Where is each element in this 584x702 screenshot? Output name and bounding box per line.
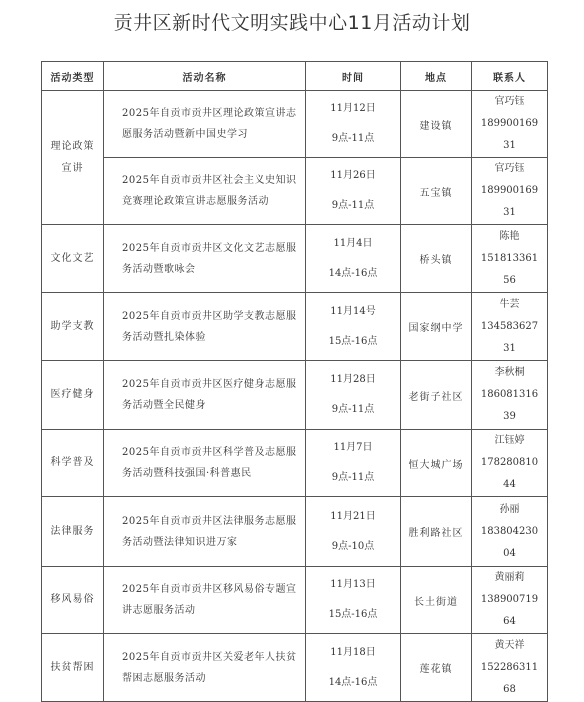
contact-phone: 31	[503, 140, 516, 151]
activity-name: 2025年自贡市贡井区社会主义史知识竞赛理论政策宣讲志愿服务活动	[104, 158, 306, 225]
table-row	[42, 225, 548, 293]
activity-name: 2025年自贡市贡井区法律服务志愿服务活动暨法律知识进万家	[104, 497, 306, 567]
header-contact: 联系人	[472, 62, 548, 91]
activity-type: 理论政策	[50, 140, 95, 152]
activity-hours: 14点-16点	[328, 676, 378, 688]
activity-hours: 9点-11点	[331, 133, 375, 144]
table-row	[42, 91, 548, 158]
activity-date: 11月28日	[330, 374, 376, 385]
table-row	[42, 634, 548, 702]
activity-hours: 15点-16点	[328, 609, 378, 620]
contact-phone: 189900169	[480, 185, 539, 196]
activity-date: 11月7日	[333, 442, 373, 453]
header-time: 时间	[306, 62, 401, 91]
header-name: 活动名称	[104, 62, 306, 91]
contact-name: 李秋桐	[494, 367, 525, 378]
activity-place: 老街子社区	[401, 361, 472, 430]
activity-name: 2025年自贡市贡井区移风易俗专题宣讲志愿服务活动	[104, 567, 306, 634]
contact-name: 黄丽莉	[494, 572, 525, 583]
activity-time	[306, 497, 401, 567]
table-row	[42, 361, 548, 430]
activity-name: 2025年自贡市贡井区助学支教志愿服务活动暨扎染体验	[104, 293, 306, 361]
activity-contact	[472, 225, 548, 293]
contact-name: 孙丽	[499, 503, 520, 515]
activity-hours: 9点-11点	[331, 200, 375, 211]
contact-name: 黄天祥	[494, 639, 525, 651]
contact-phone: 152286311	[480, 661, 539, 673]
header-type: 活动类型	[42, 62, 104, 91]
activity-contact	[472, 158, 548, 225]
header-place: 地点	[401, 62, 472, 91]
activity-type: 法律服务	[42, 497, 104, 567]
activity-name: 2025年自贡市贡井区理论政策宣讲志愿服务活动暨新中国史学习	[104, 91, 306, 158]
contact-phone: 189900169	[480, 118, 539, 129]
activity-type: 移风易俗	[42, 567, 104, 634]
activity-type: 扶贫帮困	[42, 634, 104, 702]
contact-phone: 39	[503, 411, 516, 422]
activity-type: 医疗健身	[42, 361, 104, 430]
activity-name: 2025年自贡市贡井区科学普及志愿服务活动暨科技强国·科普惠民	[104, 430, 306, 497]
activity-contact	[472, 361, 548, 430]
table-row	[42, 567, 548, 634]
contact-phone: 31	[503, 207, 516, 218]
activity-type-cell	[42, 91, 104, 225]
activity-place: 恒大城广场	[401, 430, 472, 497]
activity-date: 11月13日	[330, 579, 376, 590]
activity-date: 11月12日	[330, 103, 376, 114]
contact-phone: 186081316	[480, 389, 539, 400]
activity-place: 五宝镇	[401, 158, 472, 225]
activity-time	[306, 293, 401, 361]
activity-name: 2025年自贡市贡井区关爱老年人扶贫帮困志愿服务活动	[104, 634, 306, 702]
activity-date: 11月21日	[330, 510, 376, 522]
activity-contact	[472, 567, 548, 634]
activity-time	[306, 567, 401, 634]
activity-place: 莲花镇	[401, 634, 472, 702]
activity-date: 11月14号	[330, 305, 376, 317]
contact-phone: 183804230	[480, 525, 539, 537]
activity-contact	[472, 91, 548, 158]
activity-hours: 9点-11点	[331, 404, 375, 415]
activity-type: 文化文艺	[42, 225, 104, 293]
contact-name: 江钰婷	[494, 435, 525, 446]
contact-phone: 44	[503, 479, 516, 490]
activity-name: 2025年自贡市贡井区医疗健身志愿服务活动暨全民健身	[104, 361, 306, 430]
activity-date: 11月26日	[330, 170, 376, 181]
contact-phone: 31	[503, 342, 516, 354]
table-header-row	[42, 62, 548, 91]
contact-name: 官巧钰	[494, 96, 525, 107]
activity-hours: 9点-10点	[331, 540, 375, 552]
activity-place: 国家纲中学	[401, 293, 472, 361]
contact-phone: 68	[503, 683, 516, 695]
table-row	[42, 158, 548, 225]
activity-contact	[472, 634, 548, 702]
activity-type: 助学支教	[42, 293, 104, 361]
contact-phone: 151813361	[480, 252, 539, 264]
activity-place: 长土街道	[401, 567, 472, 634]
activity-time	[306, 158, 401, 225]
contact-name: 陈艳	[499, 230, 520, 242]
activity-contact	[472, 293, 548, 361]
table-row	[42, 497, 548, 567]
contact-phone: 134583627	[480, 320, 539, 332]
activity-time	[306, 634, 401, 702]
contact-name: 牛芸	[499, 298, 520, 310]
activity-place: 胜利路社区	[401, 497, 472, 567]
activity-time	[306, 225, 401, 293]
table-row	[42, 430, 548, 497]
contact-phone: 178280810	[480, 457, 539, 468]
activity-hours: 9点-11点	[331, 472, 375, 483]
activity-date: 11月4日	[333, 237, 373, 249]
activity-place: 桥头镇	[401, 225, 472, 293]
contact-phone: 138900719	[480, 594, 539, 605]
activity-type: 宣讲	[61, 162, 84, 174]
contact-phone: 64	[503, 616, 516, 627]
page-title: 贡井区新时代文明实践中心11月活动计划	[113, 12, 471, 34]
activity-date: 11月18日	[330, 646, 376, 658]
contact-phone: 56	[503, 274, 516, 286]
contact-phone: 04	[503, 547, 516, 559]
activity-time	[306, 430, 401, 497]
activity-hours: 15点-16点	[328, 335, 378, 347]
activity-contact	[472, 497, 548, 567]
activity-name: 2025年自贡市贡井区文化文艺志愿服务活动暨歌咏会	[104, 225, 306, 293]
activity-place: 建设镇	[401, 91, 472, 158]
activity-time	[306, 91, 401, 158]
activity-hours: 14点-16点	[328, 267, 378, 279]
table-row	[42, 293, 548, 361]
activity-type: 科学普及	[42, 430, 104, 497]
activity-time	[306, 361, 401, 430]
contact-name: 官巧钰	[494, 163, 525, 174]
activity-contact	[472, 430, 548, 497]
activity-table	[41, 61, 548, 702]
